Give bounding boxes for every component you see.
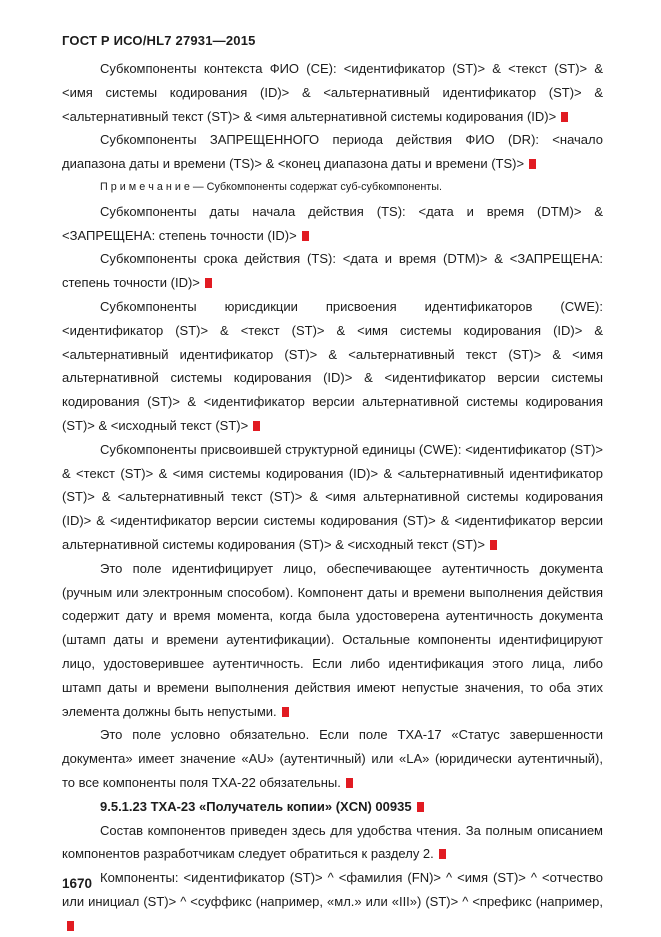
paragraph-text: Субкомпоненты ЗАПРЕЩЕННОГО периода действия ФИО (DR): <начало диапазона даты и времени (TS)> & <конец диапазона даты и времени (TS)> xyxy=(62,132,603,172)
paragraph xyxy=(62,247,603,295)
paragraph xyxy=(62,200,603,248)
paragraph-end-mark-icon xyxy=(67,921,74,931)
paragraph-end-mark-icon xyxy=(417,802,424,812)
paragraph xyxy=(62,723,603,794)
paragraph-text: П р и м е ч а н и е — Субкомпоненты содержат суб-субкомпоненты. xyxy=(100,180,442,193)
paragraph-text: Субкомпоненты юрисдикции присвоения идентификаторов (CWE): <идентификатор (ST)> & <текст (ST)> & <имя системы кодирования (ID)> & <альтернативный идентификатор (ST)> & <альтернативный текст (ST)> & <имя альтернативной системы кодирования (ID)> & <идентификатор версии системы кодирования (ST)> & <идентификатор версии альтернативной системы кодирования (ST)> & <исходный текст (ST)> xyxy=(62,298,603,433)
paragraph-text: Это поле идентифицирует лицо, обеспечивающее аутентичность документа (ручным или электронным способом). Компонент даты и времени выполнения действия содержит дату и время момента, когда была удостоверена аутентичность документа (штамп даты и времени аутентификации). Остальные компоненты идентифицируют лицо, удостоверившее аутентичность. Если либо идентификация этого лица, либо штамп даты и времени выполнения действия имеют непустые значения, то оба этих элемента должны быть непустыми. xyxy=(62,560,603,719)
paragraph-text: Субкомпоненты контекста ФИО (CE): <идентификатор (ST)> & <текст (ST)> & <имя системы кодирования (ID)> & <альтернативный идентификатор (ST)> & <альтернативный текст (ST)> & <имя альтернативной системы кодирования (ID)> xyxy=(62,61,603,124)
paragraph-end-mark-icon xyxy=(346,778,353,788)
note-paragraph xyxy=(62,176,603,200)
paragraph-end-mark-icon xyxy=(302,231,309,241)
paragraph xyxy=(62,557,603,724)
paragraph-end-mark-icon xyxy=(253,421,260,431)
paragraph-text: 9.5.1.23 TXA-23 «Получатель копии» (XCN) 00935 xyxy=(100,798,412,814)
paragraph-end-mark-icon xyxy=(529,159,536,169)
paragraph-end-mark-icon xyxy=(205,278,212,288)
paragraph xyxy=(62,128,603,176)
paragraph-text: Это поле условно обязательно. Если поле TXA-17 «Статус завершенности документа» имеет значение «AU» (аутентичный) или «LA» (юридически аутентичный), то все компоненты поля TXA-22 обязательны. xyxy=(62,727,603,790)
paragraph-end-mark-icon xyxy=(439,849,446,859)
paragraph-text: Субкомпоненты даты начала действия (TS): <дата и время (DTM)> & <ЗАПРЕЩЕНА: степень точности (ID)> xyxy=(62,203,603,243)
section-heading xyxy=(62,795,603,819)
paragraph xyxy=(62,295,603,438)
page-number: 1670 xyxy=(62,876,93,891)
paragraph-end-mark-icon xyxy=(490,540,497,550)
paragraph xyxy=(62,819,603,867)
document-body xyxy=(62,57,603,937)
paragraph-text: Компоненты: <идентификатор (ST)> ^ <фамилия (FN)> ^ <имя (ST)> ^ <отчество или инициал (ST)> ^ <суффикс (например, «мл.» или «III») (ST)> ^ <префикс (например, xyxy=(62,870,603,909)
paragraph-text: Состав компонентов приведен здесь для удобства чтения. За полным описанием компонентов разработчикам следует обратиться к разделу 2. xyxy=(62,822,603,862)
paragraph xyxy=(62,57,603,128)
paragraph-end-mark-icon xyxy=(561,112,568,122)
paragraph xyxy=(62,866,603,937)
paragraph-text: Субкомпоненты присвоившей структурной единицы (CWE): <идентификатор (ST)> & <текст (ST)> & <имя системы кодирования (ID)> & <альтернативный идентификатор (ST)> & <альтернативный текст (ST)> & <имя альтернативной системы кодирования (ID)> & <идентификатор версии системы кодирования (ST)> & <идентификатор версии альтернативной системы кодирования (ST)> & <исходный текст (ST)> xyxy=(62,441,603,552)
paragraph-end-mark-icon xyxy=(282,707,289,717)
paragraph xyxy=(62,438,603,557)
paragraph-text: Субкомпоненты срока действия (TS): <дата и время (DTM)> & <ЗАПРЕЩЕНА: степень точности (ID)> xyxy=(62,251,603,291)
document-header: ГОСТ Р ИСО/HL7 27931—2015 xyxy=(62,33,256,48)
